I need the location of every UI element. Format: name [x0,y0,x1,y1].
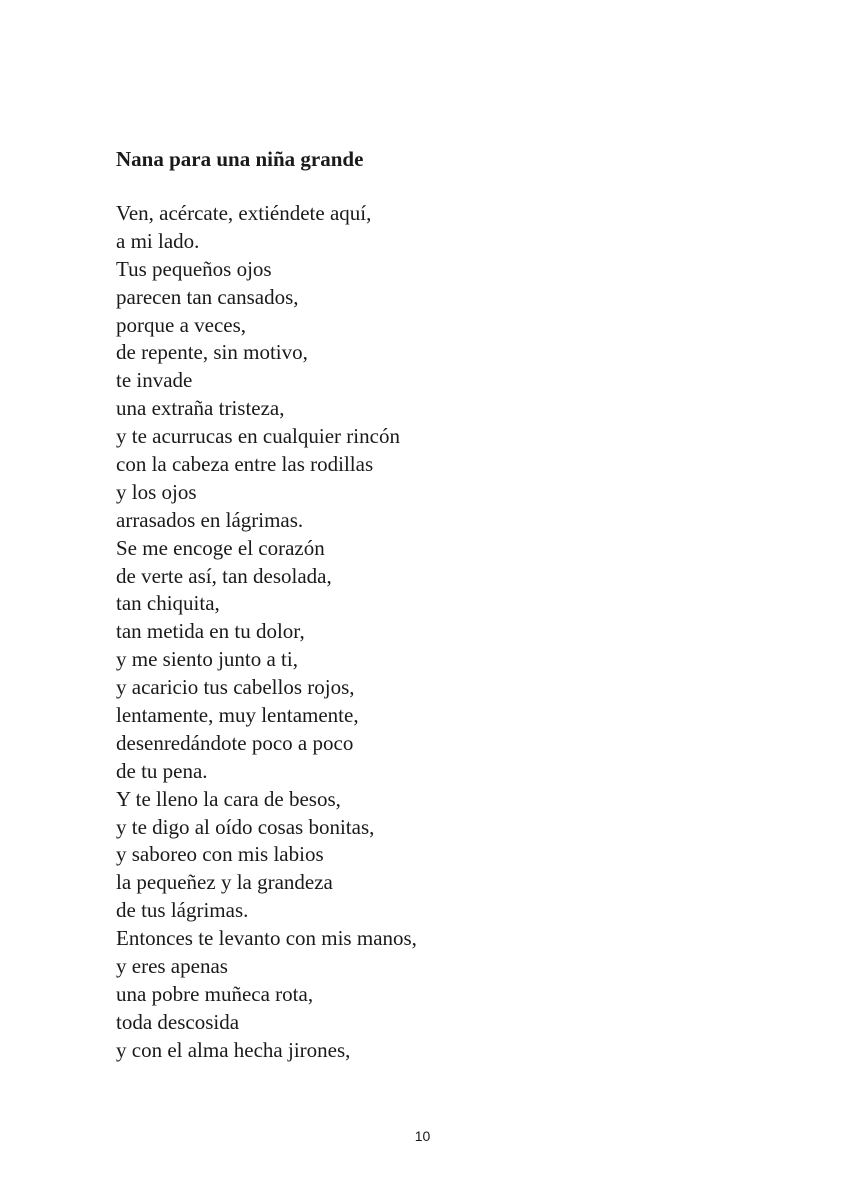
poem-line: toda descosida [116,1009,240,1034]
poem-line: arrasados en lágrimas. [116,507,304,532]
poem-line: parecen tan cansados, [116,284,299,309]
poem-line: de repente, sin motivo, [116,340,308,365]
poem-line: lentamente, muy lentamente, [116,703,359,728]
poem-line: y me siento junto a ti, [116,647,298,672]
poem-line: tan chiquita, [116,591,220,616]
poem-line: Tus pequeños ojos [116,256,272,281]
poem-line: una extraña tristeza, [116,396,285,421]
poem-line: de tus lágrimas. [116,898,249,923]
poem-line: y los ojos [116,479,197,504]
poem-line: porque a veces, [116,312,247,337]
poem-line: desenredándote poco a poco [116,730,354,755]
poem-line: a mi lado. [116,228,200,253]
poem-line: te invade [116,368,193,393]
poem-line: Se me encoge el corazón [116,535,325,560]
poem-body [116,200,417,1065]
poem-line: y con el alma hecha jirones, [116,1037,351,1062]
poem-line: la pequeñez y la grandeza [116,870,333,895]
poem-line: y te acurrucas en cualquier rincón [116,424,400,449]
poem-line: de verte así, tan desolada, [116,563,332,588]
poem-line: Entonces te levanto con mis manos, [116,926,417,951]
poem-line: tan metida en tu dolor, [116,619,305,644]
poem-line: una pobre muñeca rota, [116,981,314,1006]
poem-line: Ven, acércate, extiéndete aquí, [116,201,372,225]
page-number: 10 [414,1128,431,1144]
poem-line: de tu pena. [116,758,208,783]
poem-line: y saboreo con mis labios [116,842,324,867]
poem-line: con la cabeza entre las rodillas [116,452,374,477]
poem-line: y te digo al oído cosas bonitas, [116,814,375,839]
poem-line: Y te lleno la cara de besos, [116,786,341,811]
poem-title: Nana para una niña grande [116,147,364,171]
poem-line: y acaricio tus cabellos rojos, [116,675,355,700]
poem-line: y eres apenas [116,954,228,979]
